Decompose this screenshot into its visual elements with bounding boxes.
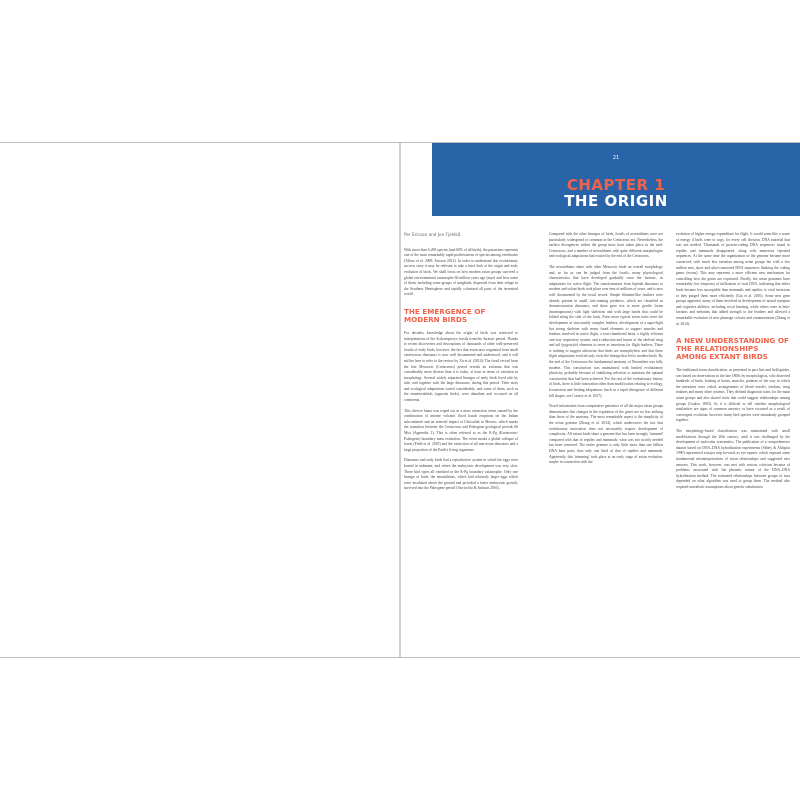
left-page-blank <box>0 143 399 657</box>
paragraph: This diverse fauna was wiped out in a mass extinction event caused by the combination of intense volcanic flood basalt eruptions on the Indian subcontinent and an asteroid impact at Chicxulub in Mexico, which marks the transition between the Cretaceous and Paleogene geological periods 66 Mya (Appendix 1). This is often referred to as the K-Pg (Kretaceous-Paleogene) boundary mass extinction. The event marks a global collapse of forest (Field et al. 2018) and the extinction of all non-avian dinosaurs and a large proportion of the Earth's living organisms. <box>404 408 518 452</box>
page-number: 21 <box>612 155 620 161</box>
paragraph: Dinosaurs and early birds had a reproductive system in which the eggs were buried in sediment, and where the embryonic development was very slow. These bird types all vanished in the K-Pg boundary catastrophe. Only one lineage of birds, the neornithines, which laid relatively larger eggs which were incubated above the ground and provided a faster embryonic growth, survived into the Paleogene period (Varricchio & Jackson 2016). <box>404 458 518 491</box>
section-heading-relationships: A NEW UNDERSTANDING OF THE RELATIONSHIPS AMONG EXTANT BIRDS <box>676 336 789 362</box>
right-page <box>401 143 800 657</box>
section-heading-emergence: THE EMERGENCE OF MODERN BIRDS <box>404 306 486 324</box>
chapter-title: THE ORIGIN <box>564 192 668 210</box>
paragraph: The morphology-based classification was maintained with small modifications through the 20th century, until it was challenged by the development of molecular systematics. The publication of a comprehensive dataset based on DNA–DNA hybridization experiments (Sibley & Ahlquist 1990) represented a major step forward, as eye-opener, which exposed some fundamental misinterpretations of avian relationships and suggested new answers. This work, however, was met with serious criticism because of problems associated with the phenetic nature of the DNA–DNA hybridization method. The estimated relationships between groups of taxa depended on what algorithm was used to group them. The method also required unrealistic assumptions about genetic substitution <box>676 429 790 489</box>
paragraph: Compared with the other lineages of birds, fossils of neornithines were not particularly widespread or common in the Cretaceous era. Nevertheless, the earliest divergences within the group must have taken place in the mid-Cretaceous, and a number of neornithines with quite different morphologies and ecological adaptations had existed by the end of the Cretaceous. <box>549 232 663 259</box>
text-column-2 <box>549 232 663 471</box>
paragraph: The neornithines share with other Mesozoic birds an overall morphology and, so far as can be judged from the fossils, many physiological characteristics that have developed gradually since the Jurassic, as adaptations for active flight. The transformation from bipedal dinosaurs to modern and volant birds took place over tens of millions of years, and is now well documented by the fossil record. Simple filament-like feathers were already present in small, fast-running predators, which are classified as dromaeosaurian dinosaurs, and these gave rise to more gracile forms (maniraptorans) with light skeletons and with large hands that could be folded along the side of the body. Even more typical avian traits were the development of structurally complex feathers, development of a super-light but strong skeleton with many fused elements to support muscles and tendons involved in active flight, a four-chambered heart, a highly efficient one-way respiratory system, and a reduction and fusion of the skeletal wing and tail (pygostyle) elements to serve as insertions for flight feathers. There is nothing to suggest otherwise that birds are monophyletic and that these flight adaptations evolved only on in the lineage that led to modern birds. By the end of the Cretaceous the fundamental anatomy of Neornithes was fully modern. This construction was maintained, with limited evolutionary plasticity, probably because of stabilizing selection to maintain the optimal construction that had been achieved. For the rest of the evolutionary history of birds, there is little innovation other than modification relating to ecology, locomotion and feeding adaptations (such as a rapid divergence of different bill shapes; see Cooney et al. 2017). <box>549 264 663 398</box>
chapter-authors: Per Ericson and Jon Fjeldså <box>404 232 461 237</box>
paragraph: For decades, knowledge about the origin of birds was restricted to interpretations of the Archaeopteryx fossils from the Jurassic period. Thanks to recent discoveries and descriptions of thousands of other well-preserved fossils of early birds, however, the fact that avian taxa originated from small carnivorous dinosaurs is now well documented and understood, and it will suffice here to refer to the review by Xu et al. (2014). The fossil record from the late Mesozoic (Cretaceous) period reveals an avifauna that was considerably more diverse than it is today, at least in terms of variation in morphology. Several widely separated lineages of early birds lived side by side, and together with the large dinosaurs, during this period. Their sizes and ecological adaptations varied considerably, and some of them, such as the enantiornithids (opposite birds), were abundant and occurred on all continents. <box>404 330 518 403</box>
paragraph: evolution of higher energy expenditure for flight. It would seem like a waste of energy if birds were to copy, for every cell division, DNA material that was not needed. Thousands of protein-coding DNA sequences found in reptiles and mammals disappeared, along with numerous repeated sequences. At the same time the organization of the genome became more conserved, with much less variation among avian groups but with a few million new, short and ultra-conserved DNA sequences flanking the coding genes (exons). This may represent a more efficient new mechanism for controlling how the genes are expressed. Finally, the avian genomes have remarkably low frequency of infiltration of viral DNA, indicating that either birds became less susceptible than mammals and reptiles to viral invasions or they purged them more efficiently (Gui et al. 2016). Some new gene groups appeared, many of them involved in development of neural synapses and cognitive abilities, including vocal learning, while others were in beta-keratins and melanins that added strength to the feathers and allowed a remarkable evolution of new plumage colours and ornamentation (Zhang et al. 2014). <box>676 232 790 326</box>
text-column-3 <box>676 232 790 496</box>
paragraph: Novel information from comparative genomics of all the major avian groups demonstrates that changes in the regulation of the genes are no less striking than those of the anatomy. The most remarkable aspect is the simplicity of the avian genome (Zhang et al. 2014), which underscores the fact that evolutionary innovation does not necessarily require development of complexity. All extant birds share a genome that has been strongly 'trimmed' compared with that of reptiles and mammals; what was not strictly needed has been removed. The entire genome is only little more than one billion DNA base pairs, thus only one third of that of reptiles and mammals. Apparently, this 'trimming' took place at an early stage of avian evolution, maybe in connection with the <box>549 404 663 465</box>
book-spread <box>0 142 800 658</box>
text-column-1 <box>404 232 518 497</box>
chapter-header-band <box>432 143 800 216</box>
paragraph: With more than 6,200 species (and 60% of all birds), the passerines represent one of the most remarkably rapid proliferations of species among vertebrates (Alfaro et al. 2009; Ericson 2012). In order to understand this evolutionary success story it may be relevant to take a brief look at the origin and early evolution of birds. We shall focus on how modern avian groups survived a global environmental catastrophe 66 million years ago (mya) and how some of them, including some groups of songbirds, dispersed from their refuge in the Southern Hemisphere and rapidly colonized all parts of the terrestrial world. <box>404 247 518 297</box>
chapter-label: CHAPTER 1 <box>566 176 666 194</box>
paragraph: The traditional avian classification, as presented in past lists and field guides, was based on observations in the late 1800s by morphologists, who dissected hundreds of birds, looking at bones, muscles, patterns of the way in which the intestines were coiled, arrangements of blood vessels, tendons, wing feathers and many other systems. They defined diagnostic traits for the main avian groups and also shared traits that could suggest relationships among groups (Gadow 1893). As it is difficult to tell whether morphological similarities are signs of common ancestry or have occurred as a result of convergent evolution, however, many bird species were mistakenly grouped together. <box>676 368 790 423</box>
